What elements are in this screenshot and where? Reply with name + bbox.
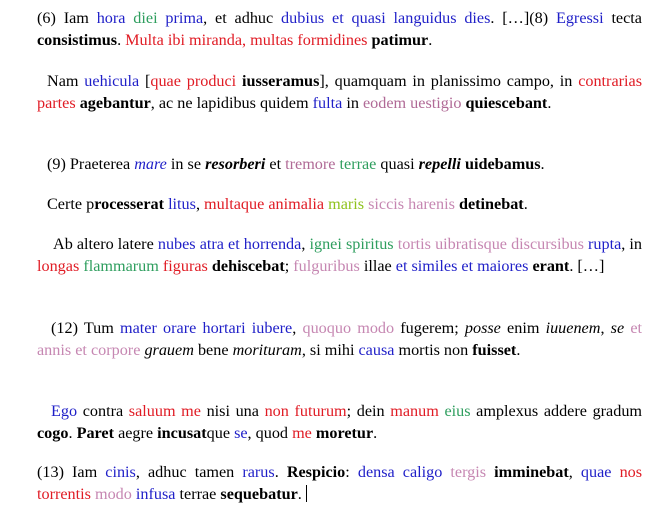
text-run: enim — [500, 319, 546, 337]
text-run: tergis — [450, 463, 487, 481]
text-run: , si mihi — [301, 340, 359, 359]
text-run: in — [342, 93, 363, 112]
text-run: me — [292, 423, 312, 442]
text-run: uehicula — [84, 72, 140, 90]
text-run: consistimus — [37, 30, 118, 49]
text-run: , ac ne lapidibus quidem — [150, 93, 313, 112]
text-run: . — [540, 155, 545, 173]
text-run: maris — [328, 195, 365, 213]
text-run: quasi — [376, 155, 419, 173]
text-run: torrentis — [37, 484, 91, 503]
text-run: mortis non — [394, 340, 473, 359]
text-run: mare — [134, 155, 167, 173]
text-run: . — [373, 423, 378, 442]
text-run: multaque animalia — [204, 195, 325, 213]
text-run: , — [568, 463, 581, 481]
text-run: terrae — [339, 155, 377, 173]
text-run: densa caligo — [357, 463, 443, 481]
text-run: amplexus addere gradum — [470, 402, 643, 420]
text-run: se — [234, 423, 248, 442]
text-run: nos — [619, 463, 643, 481]
text-run: fulguribus — [293, 256, 360, 275]
text-run: repelli — [418, 155, 461, 173]
text-cursor — [306, 485, 307, 502]
text-run: ], quamquam in planissimo campo, in — [319, 72, 579, 90]
text-run: , et adhuc — [203, 9, 282, 27]
text-run: fulta — [312, 93, 343, 112]
text-run: . […] — [569, 256, 605, 275]
text-run: Multa ibi miranda, multas formidines — [125, 30, 368, 49]
text-run: dubius et quasi languidus dies — [281, 9, 491, 27]
text-run: , adhuc tamen — [135, 463, 243, 481]
text-run: rocesserat — [94, 195, 165, 213]
text-run: incusat — [157, 423, 207, 442]
text-run: erant — [532, 256, 570, 275]
text-run: morituram — [232, 340, 302, 359]
text-run: flammarum — [83, 256, 159, 275]
text-run: Egressi — [555, 9, 604, 27]
text-run: tortis uibratisque discursibus — [397, 235, 584, 253]
paragraph-nam-uehicula — [37, 71, 642, 114]
text-run: resorberi — [205, 155, 266, 173]
text-run: rupta — [588, 235, 622, 253]
text-run: tremore — [285, 155, 336, 173]
text-run: et — [265, 155, 286, 173]
text-run: et annis et corpore — [37, 319, 643, 359]
text-run: grauem — [144, 340, 194, 359]
text-run: patimur — [371, 30, 429, 49]
text-run: , in — [621, 235, 643, 253]
text-run: aegre — [114, 423, 158, 442]
text-run: Respicio — [286, 463, 346, 481]
text-run: hora — [96, 9, 126, 27]
text-run: , — [195, 195, 205, 213]
text-run: Ab altero latere — [53, 235, 158, 253]
text-run: non futurum — [264, 402, 347, 420]
text-run: quae produci — [150, 72, 237, 90]
text-run: eodem uestigio — [362, 93, 462, 112]
text-run: cogo — [37, 423, 69, 442]
text-run: (12) Tum — [51, 319, 121, 337]
text-run: nisi una — [200, 402, 265, 420]
text-run: ; — [284, 256, 294, 275]
text-run: Ego — [51, 402, 78, 420]
text-run — [486, 463, 494, 481]
text-run: (6) Iam — [37, 9, 97, 27]
text-run: tecta — [603, 9, 642, 27]
text-run: . — [547, 93, 552, 112]
text-run: mater orare hortari iubere — [120, 319, 293, 337]
text-run — [611, 463, 619, 481]
text-run: que — [206, 423, 235, 442]
text-run: , — [301, 235, 310, 253]
paragraph-ab-altero — [37, 234, 642, 277]
text-run: Nam — [47, 72, 85, 90]
text-run: et similes et maiores — [395, 256, 529, 275]
paragraph-13[interactable] — [37, 462, 642, 505]
text-run: , quod — [247, 423, 293, 442]
text-run: illae — [359, 256, 396, 275]
text-run: . […](8) — [490, 9, 556, 27]
text-run: iusseramus — [242, 72, 320, 90]
text-run: se — [610, 319, 625, 337]
text-run: imminebat — [494, 463, 569, 481]
text-run: contrarias partes — [37, 72, 643, 112]
text-run: manum — [390, 402, 439, 420]
text-run: quae — [580, 463, 612, 481]
text-run: , — [600, 319, 611, 337]
paragraph-9 — [37, 154, 642, 176]
text-run: moretur — [315, 423, 374, 442]
text-run: in se — [166, 155, 206, 173]
text-run: (13) Iam — [37, 463, 106, 481]
text-run: ; dein — [346, 402, 391, 420]
text-run: uidebamus — [464, 155, 541, 173]
text-run: . — [274, 463, 287, 481]
text-run: , — [292, 319, 303, 337]
text-run: fugerem; — [394, 319, 465, 337]
text-run: iuuenem — [545, 319, 601, 337]
text-run: agebantur — [79, 93, 151, 112]
text-run: ignei spiritus — [309, 235, 394, 253]
text-run: bene — [193, 340, 233, 359]
text-run: sequebatur — [220, 484, 298, 503]
text-run: . — [523, 195, 528, 213]
text-run: longas — [37, 256, 80, 275]
text-run: quoquo modo — [302, 319, 395, 337]
text-run: terrae — [175, 484, 221, 503]
text-run: (9) Praeterea — [47, 155, 135, 173]
text-run: dehiscebat — [211, 256, 285, 275]
text-run: . — [428, 30, 433, 49]
text-run: litus — [168, 195, 196, 213]
text-run: fuisset — [472, 340, 517, 359]
text-run: [ — [139, 72, 151, 90]
text-run: : — [345, 463, 358, 481]
paragraph-certe — [37, 194, 642, 216]
text-run: . — [516, 340, 521, 359]
paragraph-6-8 — [37, 8, 642, 51]
text-run: cinis — [105, 463, 136, 481]
text-run: saluum me — [128, 402, 201, 420]
text-run: rarus — [242, 463, 275, 481]
text-run: prima — [165, 9, 204, 27]
text-run: modo — [95, 484, 132, 503]
text-run: eius — [444, 402, 471, 420]
text-run: quiescebant — [465, 93, 548, 112]
text-run: Certe p — [47, 195, 95, 213]
text-run: causa — [358, 340, 395, 359]
text-run: figuras — [162, 256, 208, 275]
text-run: . — [117, 30, 126, 49]
text-run: detinebat — [458, 195, 524, 213]
text-run: . — [297, 484, 302, 503]
text-run: nubes atra et horrenda — [157, 235, 302, 253]
text-run: infusa — [135, 484, 176, 503]
text-run: diei — [133, 9, 158, 27]
text-run: . — [68, 423, 77, 442]
text-run: Paret — [76, 423, 115, 442]
paragraph-ego — [37, 401, 642, 444]
text-run: posse — [464, 319, 501, 337]
text-run: contra — [77, 402, 129, 420]
text-run: siccis harenis — [368, 195, 455, 213]
paragraph-12 — [37, 318, 642, 361]
